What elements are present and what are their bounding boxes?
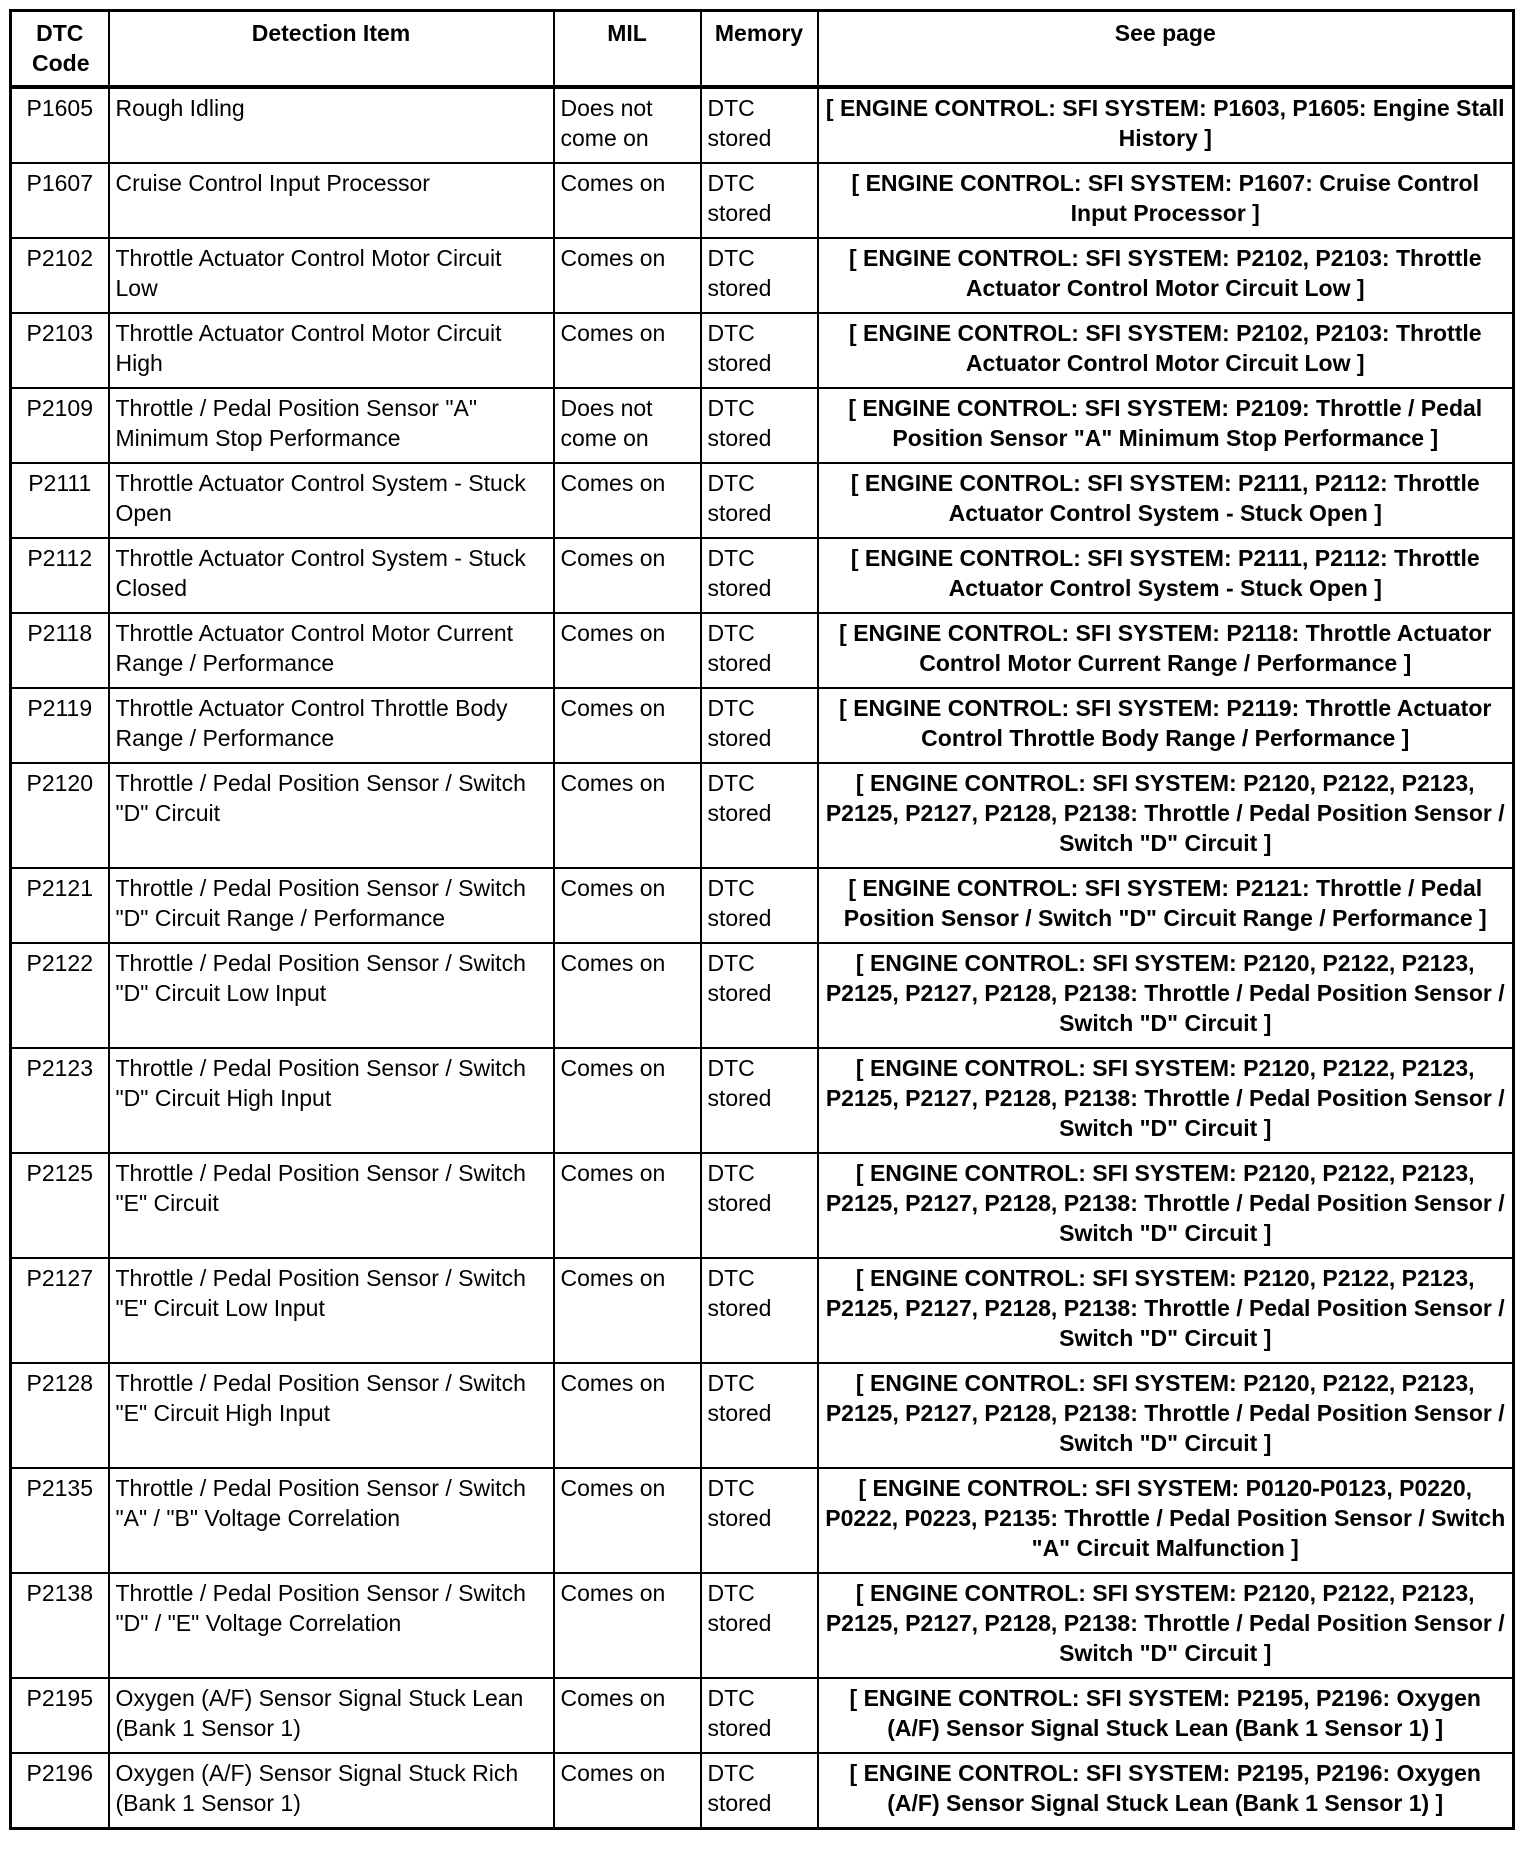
detection-item-cell: Throttle / Pedal Position Sensor "A" Minimum Stop Performance xyxy=(109,388,554,463)
detection-item-cell: Oxygen (A/F) Sensor Signal Stuck Lean (Bank 1 Sensor 1) xyxy=(109,1678,554,1753)
dtc-code-cell: P2102 xyxy=(11,238,109,313)
see-page-link[interactable]: [ ENGINE CONTROL: SFI SYSTEM: P1603, P1605: Engine Stall History ] xyxy=(818,87,1514,163)
mil-cell: Comes on xyxy=(554,1258,701,1363)
mil-cell: Comes on xyxy=(554,1678,701,1753)
table-row xyxy=(11,1363,1514,1468)
dtc-code-cell: P2123 xyxy=(11,1048,109,1153)
dtc-code-cell: P2119 xyxy=(11,688,109,763)
memory-cell: DTC stored xyxy=(701,388,818,463)
table-row xyxy=(11,1573,1514,1678)
dtc-code-cell: P2196 xyxy=(11,1753,109,1829)
detection-item-cell: Cruise Control Input Processor xyxy=(109,163,554,238)
mil-cell: Comes on xyxy=(554,868,701,943)
see-page-link[interactable]: [ ENGINE CONTROL: SFI SYSTEM: P2111, P2112: Throttle Actuator Control System - Stuck Open ] xyxy=(818,463,1514,538)
table-row xyxy=(11,868,1514,943)
mil-cell: Comes on xyxy=(554,1468,701,1573)
detection-item-cell: Rough Idling xyxy=(109,87,554,163)
detection-item-cell: Throttle Actuator Control Throttle Body Range / Performance xyxy=(109,688,554,763)
memory-cell: DTC stored xyxy=(701,1573,818,1678)
dtc-code-cell: P2112 xyxy=(11,538,109,613)
see-page-link[interactable]: [ ENGINE CONTROL: SFI SYSTEM: P2119: Throttle Actuator Control Throttle Body Range / Performance ] xyxy=(818,688,1514,763)
memory-cell: DTC stored xyxy=(701,1753,818,1829)
detection-item-cell: Throttle / Pedal Position Sensor / Switch "E" Circuit Low Input xyxy=(109,1258,554,1363)
see-page-link[interactable]: [ ENGINE CONTROL: SFI SYSTEM: P2120, P2122, P2123, P2125, P2127, P2128, P2138: Throttle / Pedal Position Sensor / Switch "D" Circuit ] xyxy=(818,1573,1514,1678)
table-row xyxy=(11,763,1514,868)
header-see-page: See page xyxy=(818,11,1514,88)
dtc-table xyxy=(9,9,1515,1830)
table-row xyxy=(11,1153,1514,1258)
mil-cell: Comes on xyxy=(554,538,701,613)
dtc-code-cell: P1607 xyxy=(11,163,109,238)
detection-item-cell: Throttle Actuator Control System - Stuck Open xyxy=(109,463,554,538)
dtc-code-cell: P2111 xyxy=(11,463,109,538)
dtc-code-cell: P2121 xyxy=(11,868,109,943)
table-row xyxy=(11,313,1514,388)
mil-cell: Comes on xyxy=(554,1153,701,1258)
dtc-code-cell: P1605 xyxy=(11,87,109,163)
table-row xyxy=(11,238,1514,313)
memory-cell: DTC stored xyxy=(701,163,818,238)
table-row xyxy=(11,943,1514,1048)
detection-item-cell: Throttle Actuator Control Motor Current Range / Performance xyxy=(109,613,554,688)
mil-cell: Does not come on xyxy=(554,388,701,463)
see-page-link[interactable]: [ ENGINE CONTROL: SFI SYSTEM: P2118: Throttle Actuator Control Motor Current Range / Performance ] xyxy=(818,613,1514,688)
detection-item-cell: Throttle / Pedal Position Sensor / Switch "D" Circuit xyxy=(109,763,554,868)
memory-cell: DTC stored xyxy=(701,463,818,538)
see-page-link[interactable]: [ ENGINE CONTROL: SFI SYSTEM: P2102, P2103: Throttle Actuator Control Motor Circuit Low ] xyxy=(818,238,1514,313)
table-row xyxy=(11,613,1514,688)
dtc-code-cell: P2195 xyxy=(11,1678,109,1753)
see-page-link[interactable]: [ ENGINE CONTROL: SFI SYSTEM: P2120, P2122, P2123, P2125, P2127, P2128, P2138: Throttle / Pedal Position Sensor / Switch "D" Circuit ] xyxy=(818,763,1514,868)
see-page-link[interactable]: [ ENGINE CONTROL: SFI SYSTEM: P2121: Throttle / Pedal Position Sensor / Switch "D" Circuit Range / Performance ] xyxy=(818,868,1514,943)
mil-cell: Comes on xyxy=(554,238,701,313)
mil-cell: Comes on xyxy=(554,313,701,388)
dtc-code-cell: P2103 xyxy=(11,313,109,388)
header-detection-item: Detection Item xyxy=(109,11,554,88)
mil-cell: Comes on xyxy=(554,1363,701,1468)
table-row xyxy=(11,463,1514,538)
mil-cell: Comes on xyxy=(554,163,701,238)
memory-cell: DTC stored xyxy=(701,1468,818,1573)
see-page-link[interactable]: [ ENGINE CONTROL: SFI SYSTEM: P2120, P2122, P2123, P2125, P2127, P2128, P2138: Throttle / Pedal Position Sensor / Switch "D" Circuit ] xyxy=(818,1258,1514,1363)
detection-item-cell: Throttle / Pedal Position Sensor / Switch "D" Circuit Low Input xyxy=(109,943,554,1048)
dtc-code-cell: P2125 xyxy=(11,1153,109,1258)
memory-cell: DTC stored xyxy=(701,313,818,388)
detection-item-cell: Throttle Actuator Control Motor Circuit Low xyxy=(109,238,554,313)
header-dtc-code: DTC Code xyxy=(11,11,109,88)
mil-cell: Comes on xyxy=(554,613,701,688)
mil-cell: Comes on xyxy=(554,688,701,763)
memory-cell: DTC stored xyxy=(701,1153,818,1258)
memory-cell: DTC stored xyxy=(701,1363,818,1468)
memory-cell: DTC stored xyxy=(701,1258,818,1363)
see-page-link[interactable]: [ ENGINE CONTROL: SFI SYSTEM: P1607: Cruise Control Input Processor ] xyxy=(818,163,1514,238)
table-row xyxy=(11,688,1514,763)
dtc-code-cell: P2135 xyxy=(11,1468,109,1573)
dtc-code-cell: P2127 xyxy=(11,1258,109,1363)
see-page-link[interactable]: [ ENGINE CONTROL: SFI SYSTEM: P0120-P0123, P0220, P0222, P0223, P2135: Throttle / Pedal Position Sensor / Switch "A" Circuit Malfunction ] xyxy=(818,1468,1514,1573)
memory-cell: DTC stored xyxy=(701,238,818,313)
detection-item-cell: Throttle / Pedal Position Sensor / Switch "E" Circuit High Input xyxy=(109,1363,554,1468)
detection-item-cell: Oxygen (A/F) Sensor Signal Stuck Rich (Bank 1 Sensor 1) xyxy=(109,1753,554,1829)
table-row xyxy=(11,87,1514,163)
detection-item-cell: Throttle / Pedal Position Sensor / Switch "D" Circuit Range / Performance xyxy=(109,868,554,943)
see-page-link[interactable]: [ ENGINE CONTROL: SFI SYSTEM: P2109: Throttle / Pedal Position Sensor "A" Minimum Stop Performance ] xyxy=(818,388,1514,463)
detection-item-cell: Throttle / Pedal Position Sensor / Switch "D" Circuit High Input xyxy=(109,1048,554,1153)
dtc-code-cell: P2122 xyxy=(11,943,109,1048)
table-row xyxy=(11,1048,1514,1153)
see-page-link[interactable]: [ ENGINE CONTROL: SFI SYSTEM: P2195, P2196: Oxygen (A/F) Sensor Signal Stuck Lean (Bank 1 Sensor 1) ] xyxy=(818,1753,1514,1829)
memory-cell: DTC stored xyxy=(701,1048,818,1153)
detection-item-cell: Throttle / Pedal Position Sensor / Switch "D" / "E" Voltage Correlation xyxy=(109,1573,554,1678)
mil-cell: Comes on xyxy=(554,1573,701,1678)
mil-cell: Comes on xyxy=(554,763,701,868)
table-row xyxy=(11,388,1514,463)
header-row xyxy=(11,11,1514,88)
header-memory: Memory xyxy=(701,11,818,88)
see-page-link[interactable]: [ ENGINE CONTROL: SFI SYSTEM: P2102, P2103: Throttle Actuator Control Motor Circuit Low ] xyxy=(818,313,1514,388)
see-page-link[interactable]: [ ENGINE CONTROL: SFI SYSTEM: P2120, P2122, P2123, P2125, P2127, P2128, P2138: Throttle / Pedal Position Sensor / Switch "D" Circuit ] xyxy=(818,1048,1514,1153)
detection-item-cell: Throttle / Pedal Position Sensor / Switch "E" Circuit xyxy=(109,1153,554,1258)
memory-cell: DTC stored xyxy=(701,613,818,688)
mil-cell: Does not come on xyxy=(554,87,701,163)
table-row xyxy=(11,163,1514,238)
memory-cell: DTC stored xyxy=(701,1678,818,1753)
memory-cell: DTC stored xyxy=(701,763,818,868)
see-page-link[interactable]: [ ENGINE CONTROL: SFI SYSTEM: P2195, P2196: Oxygen (A/F) Sensor Signal Stuck Lean (Bank 1 Sensor 1) ] xyxy=(818,1678,1514,1753)
memory-cell: DTC stored xyxy=(701,538,818,613)
see-page-link[interactable]: [ ENGINE CONTROL: SFI SYSTEM: P2120, P2122, P2123, P2125, P2127, P2128, P2138: Throttle / Pedal Position Sensor / Switch "D" Circuit ] xyxy=(818,1363,1514,1468)
memory-cell: DTC stored xyxy=(701,943,818,1048)
dtc-code-cell: P2118 xyxy=(11,613,109,688)
header-mil: MIL xyxy=(554,11,701,88)
see-page-link[interactable]: [ ENGINE CONTROL: SFI SYSTEM: P2111, P2112: Throttle Actuator Control System - Stuck Open ] xyxy=(818,538,1514,613)
memory-cell: DTC stored xyxy=(701,868,818,943)
memory-cell: DTC stored xyxy=(701,87,818,163)
dtc-code-cell: P2138 xyxy=(11,1573,109,1678)
see-page-link[interactable]: [ ENGINE CONTROL: SFI SYSTEM: P2120, P2122, P2123, P2125, P2127, P2128, P2138: Throttle / Pedal Position Sensor / Switch "D" Circuit ] xyxy=(818,943,1514,1048)
mil-cell: Comes on xyxy=(554,1048,701,1153)
table-row xyxy=(11,1678,1514,1753)
detection-item-cell: Throttle / Pedal Position Sensor / Switch "A" / "B" Voltage Correlation xyxy=(109,1468,554,1573)
mil-cell: Comes on xyxy=(554,1753,701,1829)
mil-cell: Comes on xyxy=(554,463,701,538)
dtc-code-cell: P2109 xyxy=(11,388,109,463)
detection-item-cell: Throttle Actuator Control Motor Circuit High xyxy=(109,313,554,388)
table-row xyxy=(11,1468,1514,1573)
see-page-link[interactable]: [ ENGINE CONTROL: SFI SYSTEM: P2120, P2122, P2123, P2125, P2127, P2128, P2138: Throttle / Pedal Position Sensor / Switch "D" Circuit ] xyxy=(818,1153,1514,1258)
table-row xyxy=(11,538,1514,613)
dtc-code-cell: P2120 xyxy=(11,763,109,868)
dtc-code-cell: P2128 xyxy=(11,1363,109,1468)
table-row xyxy=(11,1753,1514,1829)
table-row xyxy=(11,1258,1514,1363)
memory-cell: DTC stored xyxy=(701,688,818,763)
mil-cell: Comes on xyxy=(554,943,701,1048)
detection-item-cell: Throttle Actuator Control System - Stuck Closed xyxy=(109,538,554,613)
